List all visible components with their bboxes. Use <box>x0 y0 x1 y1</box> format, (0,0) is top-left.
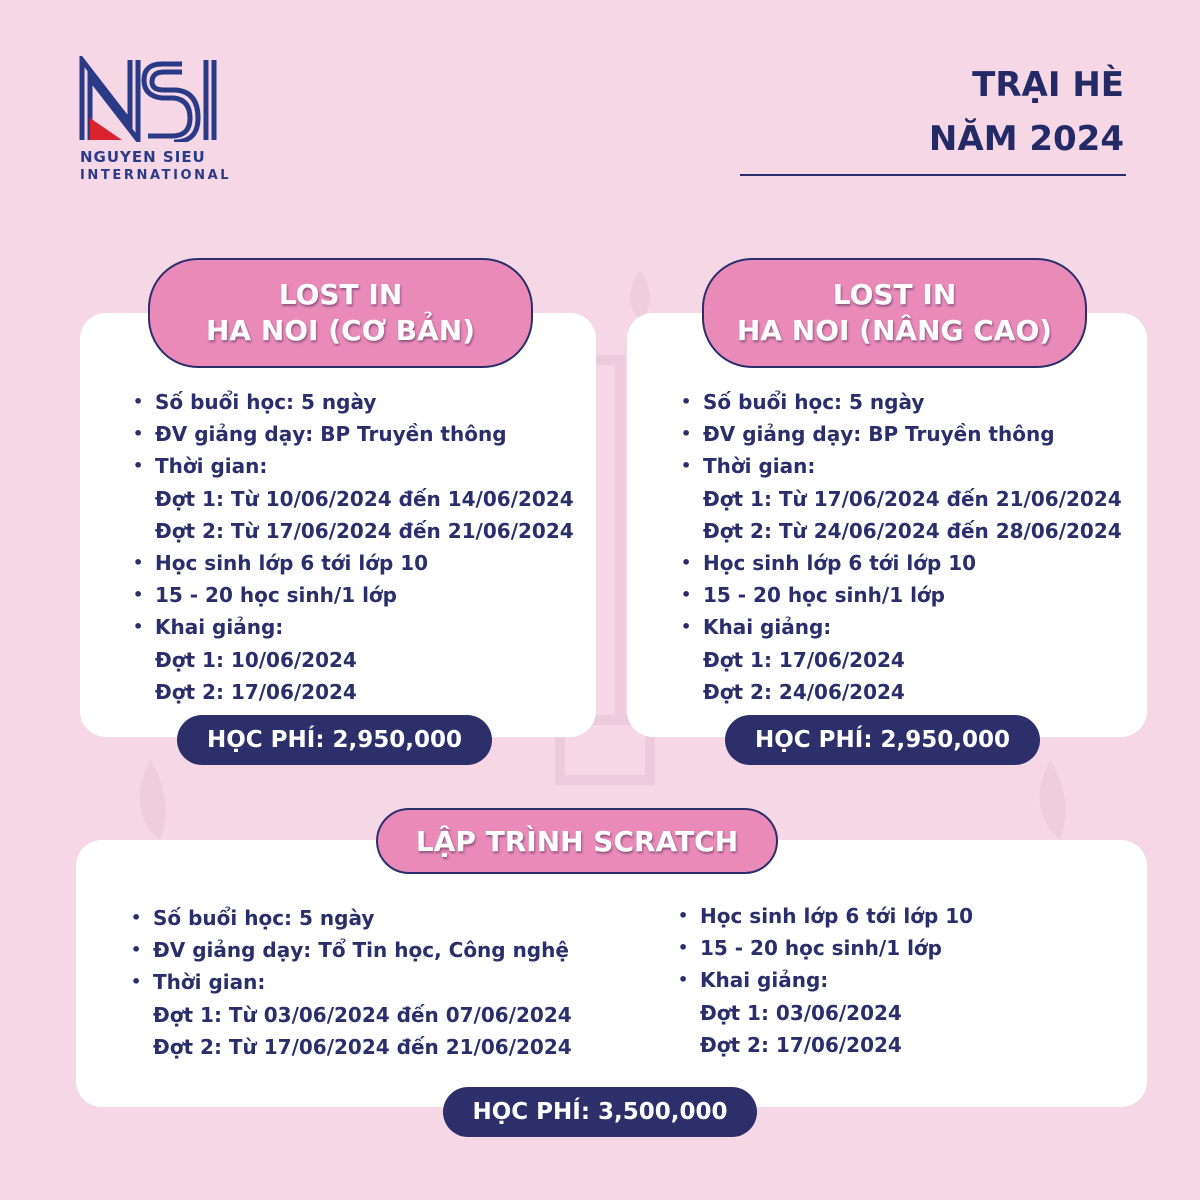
detail-item: • Số buổi học: 5 ngày <box>681 386 1122 418</box>
detail-item: • 15 - 20 học sinh/1 lớp <box>681 579 1122 611</box>
detail-item: • Học sinh lớp 6 tới lớp 10 <box>133 547 574 579</box>
page-title-line1: TRẠI HÈ <box>972 65 1124 105</box>
detail-item: • 15 - 20 học sinh/1 lớp <box>133 579 574 611</box>
fee-badge-basic: HỌC PHÍ: 2,950,000 <box>177 715 492 765</box>
detail-subitem: Đợt 1: 03/06/2024 <box>700 1000 902 1025</box>
detail-item: • ĐV giảng dạy: BP Truyền thông <box>681 418 1122 450</box>
detail-subitem: Đợt 1: 17/06/2024 <box>703 647 905 672</box>
course-title-line1: LOST IN <box>278 278 403 311</box>
detail-subitem: Đợt 1: Từ 03/06/2024 đến 07/06/2024 <box>153 1002 572 1027</box>
detail-item: • ĐV giảng dạy: BP Truyền thông <box>133 418 574 450</box>
detail-item: • Khai giảng: <box>678 964 973 996</box>
brand-logo <box>78 56 232 188</box>
title-divider <box>740 174 1126 176</box>
page-title-line2: NĂM 2024 <box>928 119 1124 159</box>
brand-name-line2: INTERNATIONAL <box>80 168 232 183</box>
detail-subitem: Đợt 2: Từ 24/06/2024 đến 28/06/2024 <box>703 518 1122 543</box>
course-details-basic <box>133 386 574 708</box>
course-title-line2: HA NOI (CƠ BẢN) <box>205 314 476 347</box>
detail-item: • 15 - 20 học sinh/1 lớp <box>678 932 973 964</box>
detail-item: • ĐV giảng dạy: Tổ Tin học, Công nghệ <box>131 934 572 966</box>
detail-item: • Số buổi học: 5 ngày <box>131 902 572 934</box>
course-title-scratch: LẬP TRÌNH SCRATCH <box>376 808 778 874</box>
detail-subitem: Đợt 1: Từ 10/06/2024 đến 14/06/2024 <box>155 486 574 511</box>
course-title-advanced <box>702 258 1087 368</box>
detail-item: • Thời gian: <box>133 450 574 482</box>
detail-subitem: Đợt 1: Từ 17/06/2024 đến 21/06/2024 <box>703 486 1122 511</box>
course-details-scratch-left <box>131 902 572 1063</box>
course-title-basic <box>148 258 533 368</box>
brand-name-line1: NGUYEN SIEU <box>80 148 206 166</box>
detail-subitem: Đợt 2: Từ 17/06/2024 đến 21/06/2024 <box>155 518 574 543</box>
detail-item: • Thời gian: <box>131 966 572 998</box>
course-title-line2: HA NOI (NÂNG CAO) <box>736 314 1053 347</box>
nsi-logo-mark <box>78 56 223 142</box>
fee-badge-advanced: HỌC PHÍ: 2,950,000 <box>725 715 1040 765</box>
course-title-line1: LOST IN <box>832 278 957 311</box>
course-details-scratch-right <box>678 900 973 1061</box>
detail-subitem: Đợt 2: Từ 17/06/2024 đến 21/06/2024 <box>153 1034 572 1059</box>
detail-subitem: Đợt 2: 17/06/2024 <box>155 679 357 704</box>
detail-item: • Khai giảng: <box>133 611 574 643</box>
course-details-advanced <box>681 386 1122 708</box>
detail-item: • Thời gian: <box>681 450 1122 482</box>
fee-badge-scratch: HỌC PHÍ: 3,500,000 <box>443 1087 757 1137</box>
detail-item: • Số buổi học: 5 ngày <box>133 386 574 418</box>
detail-subitem: Đợt 1: 10/06/2024 <box>155 647 357 672</box>
detail-item: • Học sinh lớp 6 tới lớp 10 <box>678 900 973 932</box>
detail-subitem: Đợt 2: 24/06/2024 <box>703 679 905 704</box>
detail-item: • Khai giảng: <box>681 611 1122 643</box>
detail-item: • Học sinh lớp 6 tới lớp 10 <box>681 547 1122 579</box>
detail-subitem: Đợt 2: 17/06/2024 <box>700 1032 902 1057</box>
page-title <box>929 58 1124 166</box>
